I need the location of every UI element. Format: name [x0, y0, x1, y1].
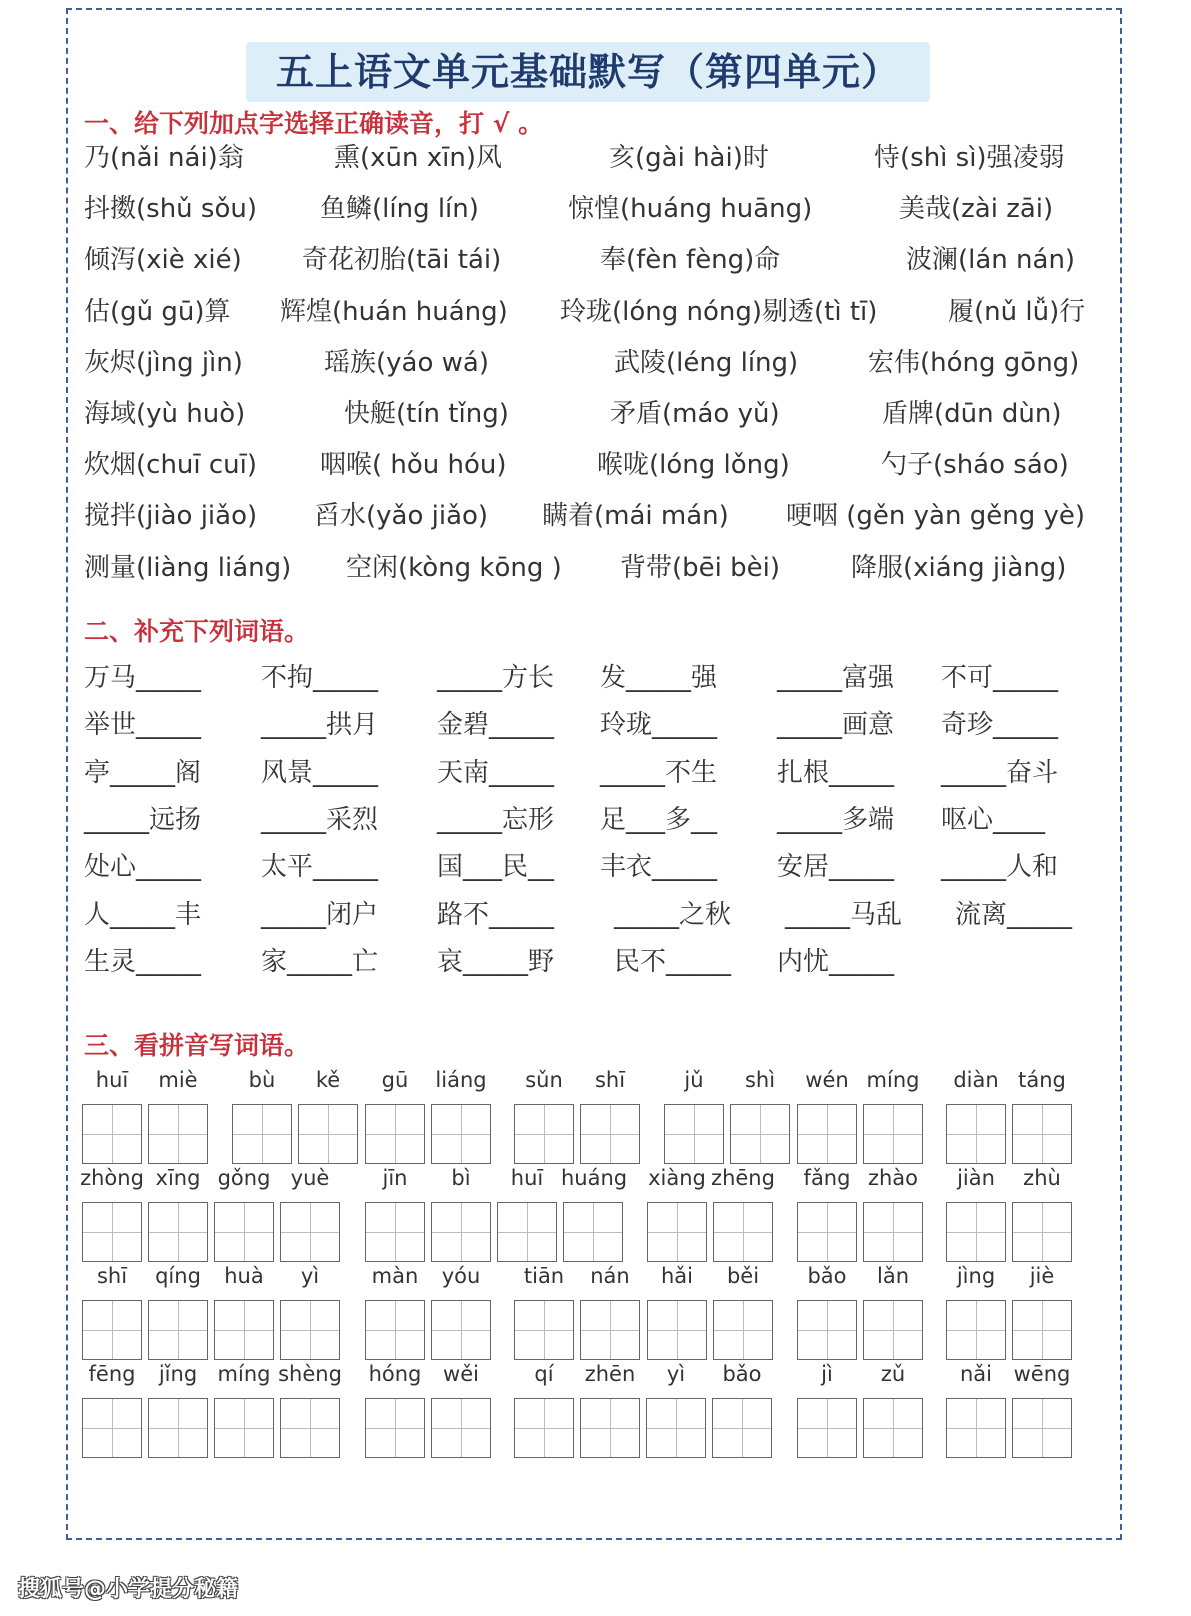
idiom-blank[interactable]: 生灵_____ [84, 946, 202, 977]
pinyin-label: gǒng [217, 1166, 271, 1190]
pinyin-label: qíng [155, 1264, 201, 1288]
idiom-blank[interactable]: 丰衣_____ [600, 852, 718, 883]
writing-box[interactable] [946, 1300, 1006, 1360]
writing-box[interactable] [514, 1300, 574, 1360]
pronunciation-item[interactable]: 哽咽 (gěn yàn gěng yè) [786, 501, 1085, 532]
pinyin-label: wén [805, 1068, 849, 1092]
writing-box[interactable] [863, 1202, 923, 1262]
writing-box[interactable] [365, 1300, 425, 1360]
pinyin-label: fǎng [803, 1166, 851, 1190]
writing-box[interactable] [1012, 1202, 1072, 1262]
writing-box[interactable] [280, 1398, 340, 1458]
idiom-blank[interactable]: _____方长 [437, 663, 555, 693]
writing-box[interactable] [148, 1202, 208, 1262]
section2-heading: 二、补充下列词语。 [84, 617, 310, 646]
idiom-row [84, 704, 1106, 748]
idiom-row [84, 846, 1106, 890]
idiom-blank[interactable]: _____忘形 [437, 804, 555, 835]
writing-box[interactable] [431, 1104, 491, 1164]
pinyin-label: xīng [155, 1166, 201, 1190]
idiom-blank[interactable]: _____奋斗 [941, 757, 1059, 788]
pinyin-label: jìng [956, 1264, 996, 1288]
pinyin-label: jǔ [684, 1068, 704, 1092]
pronunciation-item[interactable]: 抖擞(shǔ sǒu) [84, 194, 257, 225]
pronunciation-item[interactable]: 奇花初胎(tāi tái) [302, 245, 502, 276]
writing-box[interactable] [232, 1104, 292, 1164]
writing-box[interactable] [214, 1398, 274, 1458]
writing-box[interactable] [148, 1300, 208, 1360]
pinyin-label: huī [510, 1166, 544, 1190]
pronunciation-item[interactable]: 履(nǔ lǚ)行 [948, 296, 1086, 327]
idiom-blank[interactable]: 发_____强 [600, 663, 718, 693]
writing-box[interactable] [580, 1300, 640, 1360]
writing-box[interactable] [863, 1300, 923, 1360]
pinyin-label: diàn [953, 1068, 999, 1092]
pinyin-label: bǎo [807, 1264, 847, 1288]
pronunciation-row [84, 239, 1106, 289]
pinyin-label: kě [315, 1068, 341, 1092]
pinyin-label: qí [534, 1362, 554, 1386]
pinyin-label: tiān [523, 1264, 565, 1288]
pronunciation-item[interactable]: 海域(yù huò) [84, 399, 246, 429]
writing-box[interactable] [713, 1300, 773, 1360]
idiom-blank[interactable]: 亭_____阁 [84, 757, 202, 788]
section1-heading: 一、给下列加点字选择正确读音，打 √ 。 [84, 109, 544, 138]
idiom-blank[interactable]: 民不_____ [614, 946, 732, 977]
writing-box[interactable] [797, 1398, 857, 1458]
pinyin-label: jì [821, 1362, 833, 1386]
pronunciation-item[interactable]: 舀水(yǎo jiǎo) [314, 501, 489, 532]
pronunciation-item[interactable]: 灰烬(jìng jìn) [84, 347, 243, 378]
idiom-blank[interactable]: _____之秋 [614, 899, 732, 930]
pronunciation-item[interactable]: 玲珑(lóng nóng)剔透(tì tī) [560, 296, 878, 327]
pinyin-label: xiàng [648, 1166, 706, 1190]
pronunciation-item[interactable]: 炊烟(chuī cuī) [84, 450, 258, 481]
pinyin-label: jīn [382, 1166, 408, 1190]
writing-box[interactable] [365, 1398, 425, 1458]
pinyin-label: yì [666, 1362, 686, 1386]
writing-box[interactable] [431, 1300, 491, 1360]
pinyin-label: jǐng [158, 1362, 198, 1386]
pronunciation-item[interactable]: 惊惶(huáng huāng) [568, 194, 813, 225]
idiom-blank[interactable]: 风景_____ [261, 757, 379, 788]
writing-box[interactable] [797, 1300, 857, 1360]
pronunciation-row [84, 393, 1106, 443]
writing-box[interactable] [713, 1202, 773, 1262]
writing-box[interactable] [365, 1202, 425, 1262]
idiom-blank[interactable]: _____不生 [600, 757, 718, 788]
pronunciation-row [84, 342, 1106, 392]
idiom-blank[interactable]: 万马_____ [84, 663, 202, 693]
pinyin-label: bù [248, 1068, 276, 1092]
pinyin-label: běi [726, 1264, 760, 1288]
pronunciation-item[interactable]: 鱼鳞(líng lín) [320, 194, 479, 225]
writing-box[interactable] [863, 1104, 923, 1164]
writing-box[interactable] [514, 1104, 574, 1164]
idiom-blank[interactable]: _____多端 [777, 804, 895, 835]
page-title: 五上语文单元基础默写（第四单元） [246, 42, 930, 102]
pinyin-label: miè [158, 1068, 198, 1092]
idiom-blank[interactable]: 安居_____ [777, 852, 895, 883]
pinyin-label: zhēn [584, 1362, 636, 1386]
pronunciation-row [84, 137, 1106, 187]
pronunciation-item[interactable]: 波澜(lán nán) [906, 245, 1076, 276]
writing-box[interactable] [82, 1300, 142, 1360]
pronunciation-item[interactable]: 测量(liàng liáng) [84, 552, 292, 583]
pinyin-label: liáng [435, 1068, 487, 1092]
pronunciation-item[interactable]: 乃(nǎi nái)翁 [84, 143, 244, 173]
writing-box[interactable] [497, 1202, 557, 1262]
idiom-blank[interactable]: 举世_____ [84, 710, 202, 741]
idiom-blank[interactable]: 太平_____ [261, 852, 379, 883]
pronunciation-item[interactable]: 辉煌(huán huáng) [280, 296, 508, 327]
pinyin-label: míng [217, 1362, 271, 1386]
writing-box[interactable] [214, 1202, 274, 1262]
pinyin-label: shèng [278, 1362, 342, 1386]
pinyin-label: bì [451, 1166, 471, 1190]
idiom-blank[interactable]: _____画意 [777, 710, 895, 741]
pinyin-label: zhù [1023, 1166, 1061, 1190]
writing-box[interactable] [797, 1104, 857, 1164]
pronunciation-item[interactable]: 搅拌(jiào jiǎo) [84, 501, 258, 532]
section3-heading: 三、看拼音写词语。 [84, 1031, 310, 1060]
writing-box[interactable] [664, 1104, 724, 1164]
idiom-blank[interactable]: 玲珑_____ [600, 710, 718, 741]
idiom-blank[interactable]: 足___多__ [600, 804, 718, 835]
pinyin-label: jiàn [957, 1166, 995, 1190]
pinyin-label: táng [1018, 1068, 1066, 1092]
idiom-blank[interactable]: _____采烈 [261, 804, 379, 835]
writing-box[interactable] [563, 1202, 623, 1262]
pinyin-label: zhēng [711, 1166, 775, 1190]
writing-box[interactable] [580, 1104, 640, 1164]
watermark: 搜狐号@小学提分秘籍 [18, 1577, 239, 1602]
idiom-blank[interactable]: 路不_____ [437, 899, 555, 930]
pinyin-label: bǎo [722, 1362, 762, 1386]
idiom-blank[interactable]: _____远扬 [84, 804, 202, 835]
idiom-blank[interactable]: 处心_____ [84, 852, 202, 883]
idiom-blank[interactable]: 人_____丰 [84, 899, 202, 930]
pronunciation-item[interactable]: 估(gǔ gū)算 [84, 296, 231, 327]
idiom-blank[interactable]: 扎根_____ [777, 757, 895, 788]
writing-box[interactable] [730, 1104, 790, 1164]
pinyin-label: jiè [1029, 1264, 1055, 1288]
pronunciation-item[interactable]: 勺子(sháo sáo) [881, 450, 1069, 481]
writing-box[interactable] [1012, 1398, 1072, 1458]
pinyin-label: hóng [368, 1362, 422, 1386]
idiom-blank[interactable]: 家_____亡 [261, 946, 379, 977]
pinyin-label: sǔn [525, 1068, 563, 1092]
writing-box[interactable] [431, 1398, 491, 1458]
writing-box[interactable] [1012, 1104, 1072, 1164]
idiom-blank[interactable]: 奇珍_____ [941, 710, 1059, 741]
pronunciation-item[interactable]: 武陵(léng líng) [614, 347, 799, 378]
idiom-blank[interactable]: 国___民__ [437, 852, 555, 883]
writing-box[interactable] [214, 1300, 274, 1360]
writing-box[interactable] [82, 1202, 142, 1262]
pinyin-label: hǎi [660, 1264, 693, 1288]
idiom-blank[interactable]: 天南_____ [437, 757, 555, 788]
idiom-row [84, 894, 1106, 938]
writing-box[interactable] [647, 1300, 707, 1360]
pronunciation-item[interactable]: 空闲(kòng kōng ) [346, 552, 562, 583]
pinyin-label: lǎn [876, 1264, 909, 1288]
pinyin-label: yuè [290, 1166, 330, 1190]
writing-box[interactable] [647, 1202, 707, 1262]
idiom-blank[interactable]: _____闭户 [261, 899, 379, 930]
writing-box[interactable] [646, 1398, 706, 1458]
pinyin-label: fēng [88, 1362, 136, 1386]
pronunciation-item[interactable]: 盾牌(dūn dùn) [882, 399, 1062, 429]
idiom-blank[interactable]: _____马乱 [785, 899, 903, 930]
pronunciation-item[interactable]: 美哉(zài zāi) [899, 194, 1054, 225]
idiom-blank[interactable]: _____富强 [777, 663, 895, 693]
writing-box[interactable] [431, 1202, 491, 1262]
writing-box[interactable] [298, 1104, 358, 1164]
pinyin-label: shī [96, 1264, 128, 1288]
pinyin-label: yóu [441, 1264, 481, 1288]
writing-box[interactable] [280, 1300, 340, 1360]
idiom-blank[interactable]: 不拘_____ [261, 663, 379, 693]
pronunciation-item[interactable]: 背带(bēi bèi) [620, 552, 780, 583]
writing-box[interactable] [280, 1202, 340, 1262]
writing-box[interactable] [148, 1104, 208, 1164]
idiom-row [84, 657, 1106, 701]
pronunciation-row [84, 547, 1106, 597]
pinyin-label: huà [224, 1264, 264, 1288]
idiom-row [84, 752, 1106, 796]
writing-box[interactable] [82, 1398, 142, 1458]
pronunciation-item[interactable]: 瑶族(yáo wá) [324, 347, 489, 378]
idiom-blank[interactable]: 流离_____ [955, 899, 1073, 930]
pinyin-label: zǔ [880, 1362, 906, 1386]
pinyin-label: zhào [867, 1166, 919, 1190]
pronunciation-row [84, 291, 1106, 341]
writing-box[interactable] [863, 1398, 923, 1458]
pronunciation-row [84, 188, 1106, 238]
idiom-blank[interactable]: 呕心____ [941, 804, 1046, 835]
pinyin-label: nǎi [959, 1362, 992, 1386]
pinyin-label: màn [371, 1264, 419, 1288]
writing-box[interactable] [946, 1104, 1006, 1164]
pinyin-label: míng [866, 1068, 920, 1092]
pronunciation-item[interactable]: 熏(xūn xīn)风 [334, 143, 502, 173]
pronunciation-item[interactable]: 宏伟(hóng gōng) [868, 347, 1080, 378]
writing-box[interactable] [797, 1202, 857, 1262]
writing-box[interactable] [82, 1104, 142, 1164]
pronunciation-item[interactable]: 奉(fèn fèng)命 [600, 245, 781, 276]
writing-box[interactable] [148, 1398, 208, 1458]
writing-box[interactable] [946, 1202, 1006, 1262]
pronunciation-item[interactable]: 倾泻(xiè xié) [84, 245, 242, 276]
idiom-blank[interactable]: 内忧_____ [777, 946, 895, 977]
pronunciation-row [84, 444, 1106, 494]
idiom-blank[interactable]: 不可_____ [941, 663, 1059, 693]
pronunciation-item[interactable]: 降服(xiáng jiàng) [851, 552, 1067, 583]
pinyin-label: huáng [561, 1166, 628, 1190]
idiom-blank[interactable]: _____拱月 [261, 710, 379, 741]
pronunciation-item[interactable]: 恃(shì sì)强凌弱 [874, 143, 1065, 173]
pinyin-label: wěi [443, 1362, 479, 1386]
pronunciation-item[interactable]: 矛盾(máo yǔ) [610, 399, 780, 429]
pronunciation-item[interactable]: 咽喉( hǒu hóu) [320, 450, 507, 481]
pinyin-label: nán [590, 1264, 630, 1288]
idiom-blank[interactable]: 哀_____野 [437, 946, 555, 977]
pinyin-label: huī [95, 1068, 129, 1092]
pinyin-label: shī [594, 1068, 626, 1092]
pronunciation-item[interactable]: 快艇(tín tǐng) [344, 399, 509, 429]
pinyin-label: wēng [1013, 1362, 1071, 1386]
writing-box[interactable] [712, 1398, 772, 1458]
idiom-blank[interactable]: 金碧_____ [437, 710, 555, 741]
pronunciation-item[interactable]: 瞒着(mái mán) [542, 501, 729, 532]
pronunciation-item[interactable]: 喉咙(lóng lǒng) [597, 450, 790, 481]
pinyin-label: zhòng [80, 1166, 144, 1190]
writing-box[interactable] [1012, 1300, 1072, 1360]
idiom-blank[interactable]: _____人和 [941, 852, 1059, 883]
pinyin-label: gū [381, 1068, 409, 1092]
writing-box[interactable] [514, 1398, 574, 1458]
writing-box[interactable] [580, 1398, 640, 1458]
pronunciation-item[interactable]: 亥(gài hài)时 [609, 143, 769, 173]
writing-box[interactable] [365, 1104, 425, 1164]
pronunciation-row [84, 495, 1106, 545]
pinyin-label: shì [744, 1068, 776, 1092]
writing-box[interactable] [946, 1398, 1006, 1458]
idiom-row [84, 941, 1106, 985]
pinyin-label: yì [300, 1264, 320, 1288]
idiom-row [84, 799, 1106, 843]
